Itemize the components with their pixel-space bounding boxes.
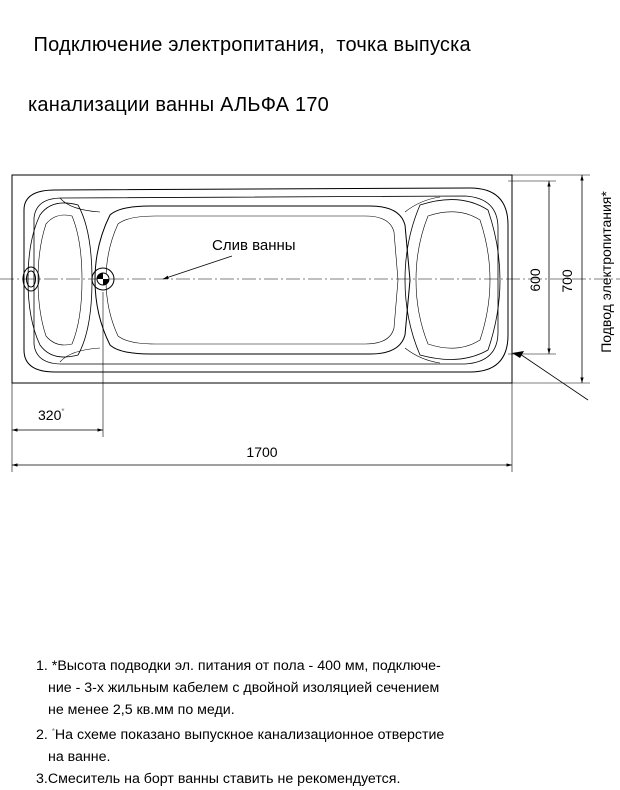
notes	[36, 655, 444, 790]
right-backrest	[405, 200, 500, 360]
bathtub-bowl	[95, 206, 410, 354]
bathtub-bowl-inner	[106, 216, 398, 344]
title-line-2: канализации ванны АЛЬФА 170	[28, 94, 329, 116]
outer-width-label: 700	[559, 269, 575, 293]
note-1-line-1: Высота подводки эл. питания от пола - 400 мм, подключе-	[57, 658, 441, 674]
note-3	[36, 768, 444, 790]
armrest-left-side	[60, 198, 100, 362]
note-2-line-2: на ванне.	[48, 749, 111, 765]
note-1-number: 1.	[36, 658, 48, 674]
title-line-1: Подключение электропитания, точка выпуска	[33, 34, 471, 56]
drain-leader	[163, 256, 232, 279]
power-label: Подвод электропитания*	[598, 191, 614, 353]
note-1-line-3: не менее 2,5 кв.мм по меди.	[48, 702, 235, 718]
note-3-line-1: Смеситель на борт ванны ставить не рекомендуется.	[47, 771, 401, 787]
drain-offset-label	[38, 407, 64, 423]
note-2	[36, 721, 444, 768]
note-2-number: 2.	[36, 727, 48, 743]
inner-width-dimension	[508, 181, 556, 354]
power-leader	[520, 354, 588, 400]
drain-offset-value: 320	[38, 407, 62, 423]
power-connection-marker	[512, 351, 524, 358]
note-1-line-2: ние - 3-х жильным кабелем с двойной изоляцией сечением	[48, 680, 440, 696]
note-2-marker: *	[51, 727, 55, 736]
note-1-marker: *	[51, 658, 58, 674]
note-2-line-1: На схеме показано выпускное канализационное отверстие	[54, 727, 445, 743]
length-label: 1700	[246, 444, 278, 460]
inner-width-label: 600	[527, 268, 543, 292]
right-backrest-inner	[416, 212, 490, 348]
left-headrest	[28, 203, 92, 357]
note-3-number: 3.	[36, 771, 48, 787]
note-1	[36, 655, 444, 721]
left-headrest-inner	[38, 215, 82, 345]
drain-label: Слив ванны	[212, 237, 296, 254]
drain-offset-mark: *	[61, 407, 65, 416]
